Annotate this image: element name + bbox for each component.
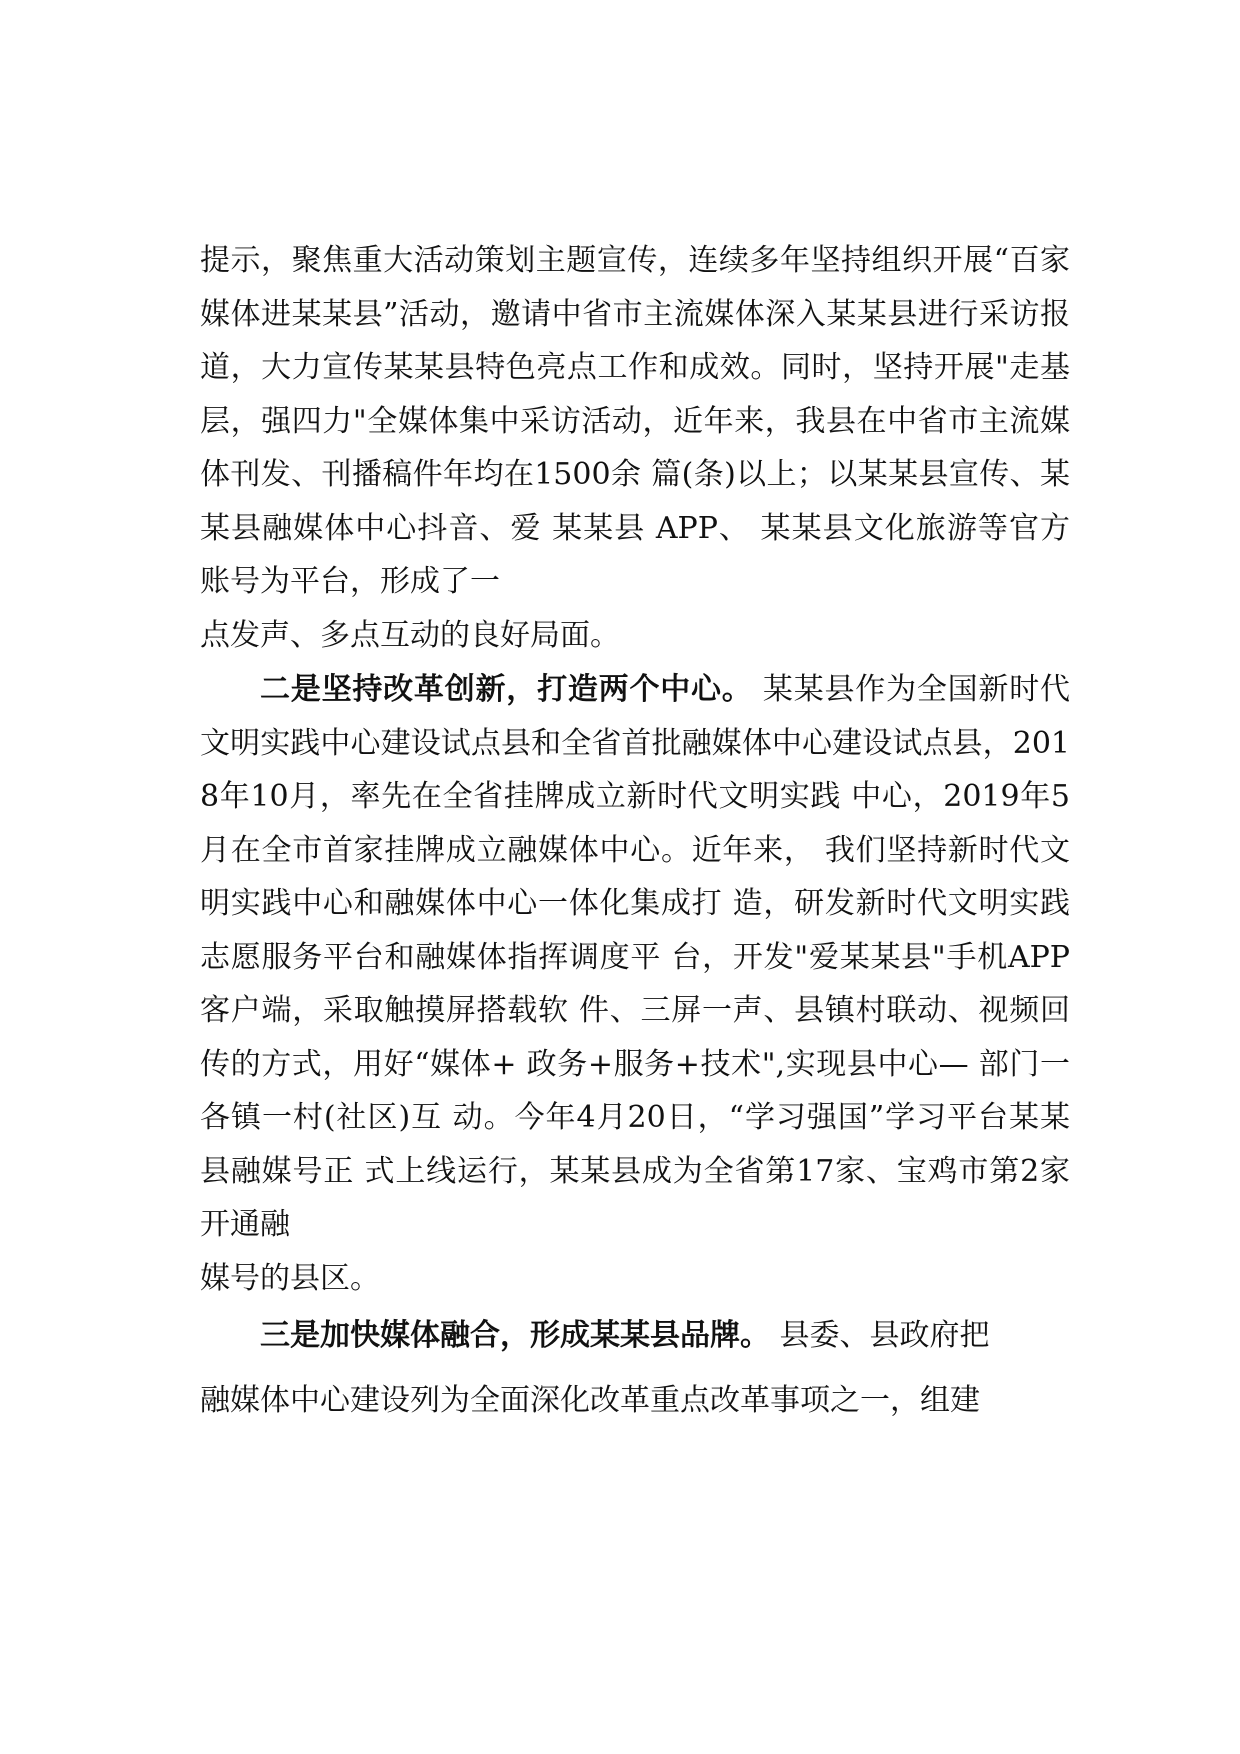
- paragraph-lead-heading: 三是加快媒体融合，形成某某县品牌。: [260, 1318, 770, 1353]
- paragraph-reform-priority: [200, 1374, 1070, 1428]
- paragraph-text: 县委、县政府把: [770, 1318, 990, 1353]
- paragraph-county-district: [200, 1252, 1070, 1306]
- paragraph-text: 点发声、多点互动的良好局面。: [200, 618, 620, 653]
- paragraph-text: 提示，聚焦重大活动策划主题宣传，连续多年坚持组织开展“百家媒体进某某县”活动，邀请中省市主流媒体深入某某县进行采访报道，大力宣传某某县特色亮点工作和成效。同时，坚持开展"走基层，强四力"全媒体集中采访活动，近年来，我县在中省市主流媒体刊发、刊播稿件年均在1500余 篇(条)以上；以某某县宣传、某某县融媒体中心抖音、爱 某某县 APP、 某某县文化旅游等官方账号为平台，形成了一: [200, 243, 1070, 599]
- paragraph-lead-heading: 二是坚持改革创新，打造两个中心。: [260, 672, 753, 707]
- paragraph-good-situation: [200, 609, 1070, 663]
- paragraph-text: 融媒体中心建设列为全面深化改革重点改革事项之一，组建: [200, 1383, 980, 1418]
- paragraph-reform-innovation: [200, 663, 1070, 1252]
- paragraph-publicity-prompt: [200, 234, 1070, 609]
- paragraph-text: 媒号的县区。: [200, 1261, 380, 1296]
- paragraph-media-fusion: [200, 1309, 1070, 1363]
- paragraph-text: 某某县作为全国新时代文明实践中心建设试点县和全省首批融媒体中心建设试点县，2018年10月，率先在全省挂牌成立新时代文明实践 中心，2019年5月在全市首家挂牌成立融媒体中心。近年来， 我们坚持新时代文明实践中心和融媒体中心一体化集成打 造，研发新时代文明实践志愿服务平台和融媒体指挥调度平 台，开发"爱某某县"手机APP 客户端，采取触摸屏搭载软 件、三屏一声、县镇村联动、视频回传的方式，用好“媒体+ 政务+服务+技术",实现县中心— 部门一各镇一村(社区)互 动。今年4月20日，“学习强国”学习平台某某县融媒号正 式上线运行，某某县成为全省第17家、宝鸡市第2家开通融: [200, 672, 1070, 1242]
